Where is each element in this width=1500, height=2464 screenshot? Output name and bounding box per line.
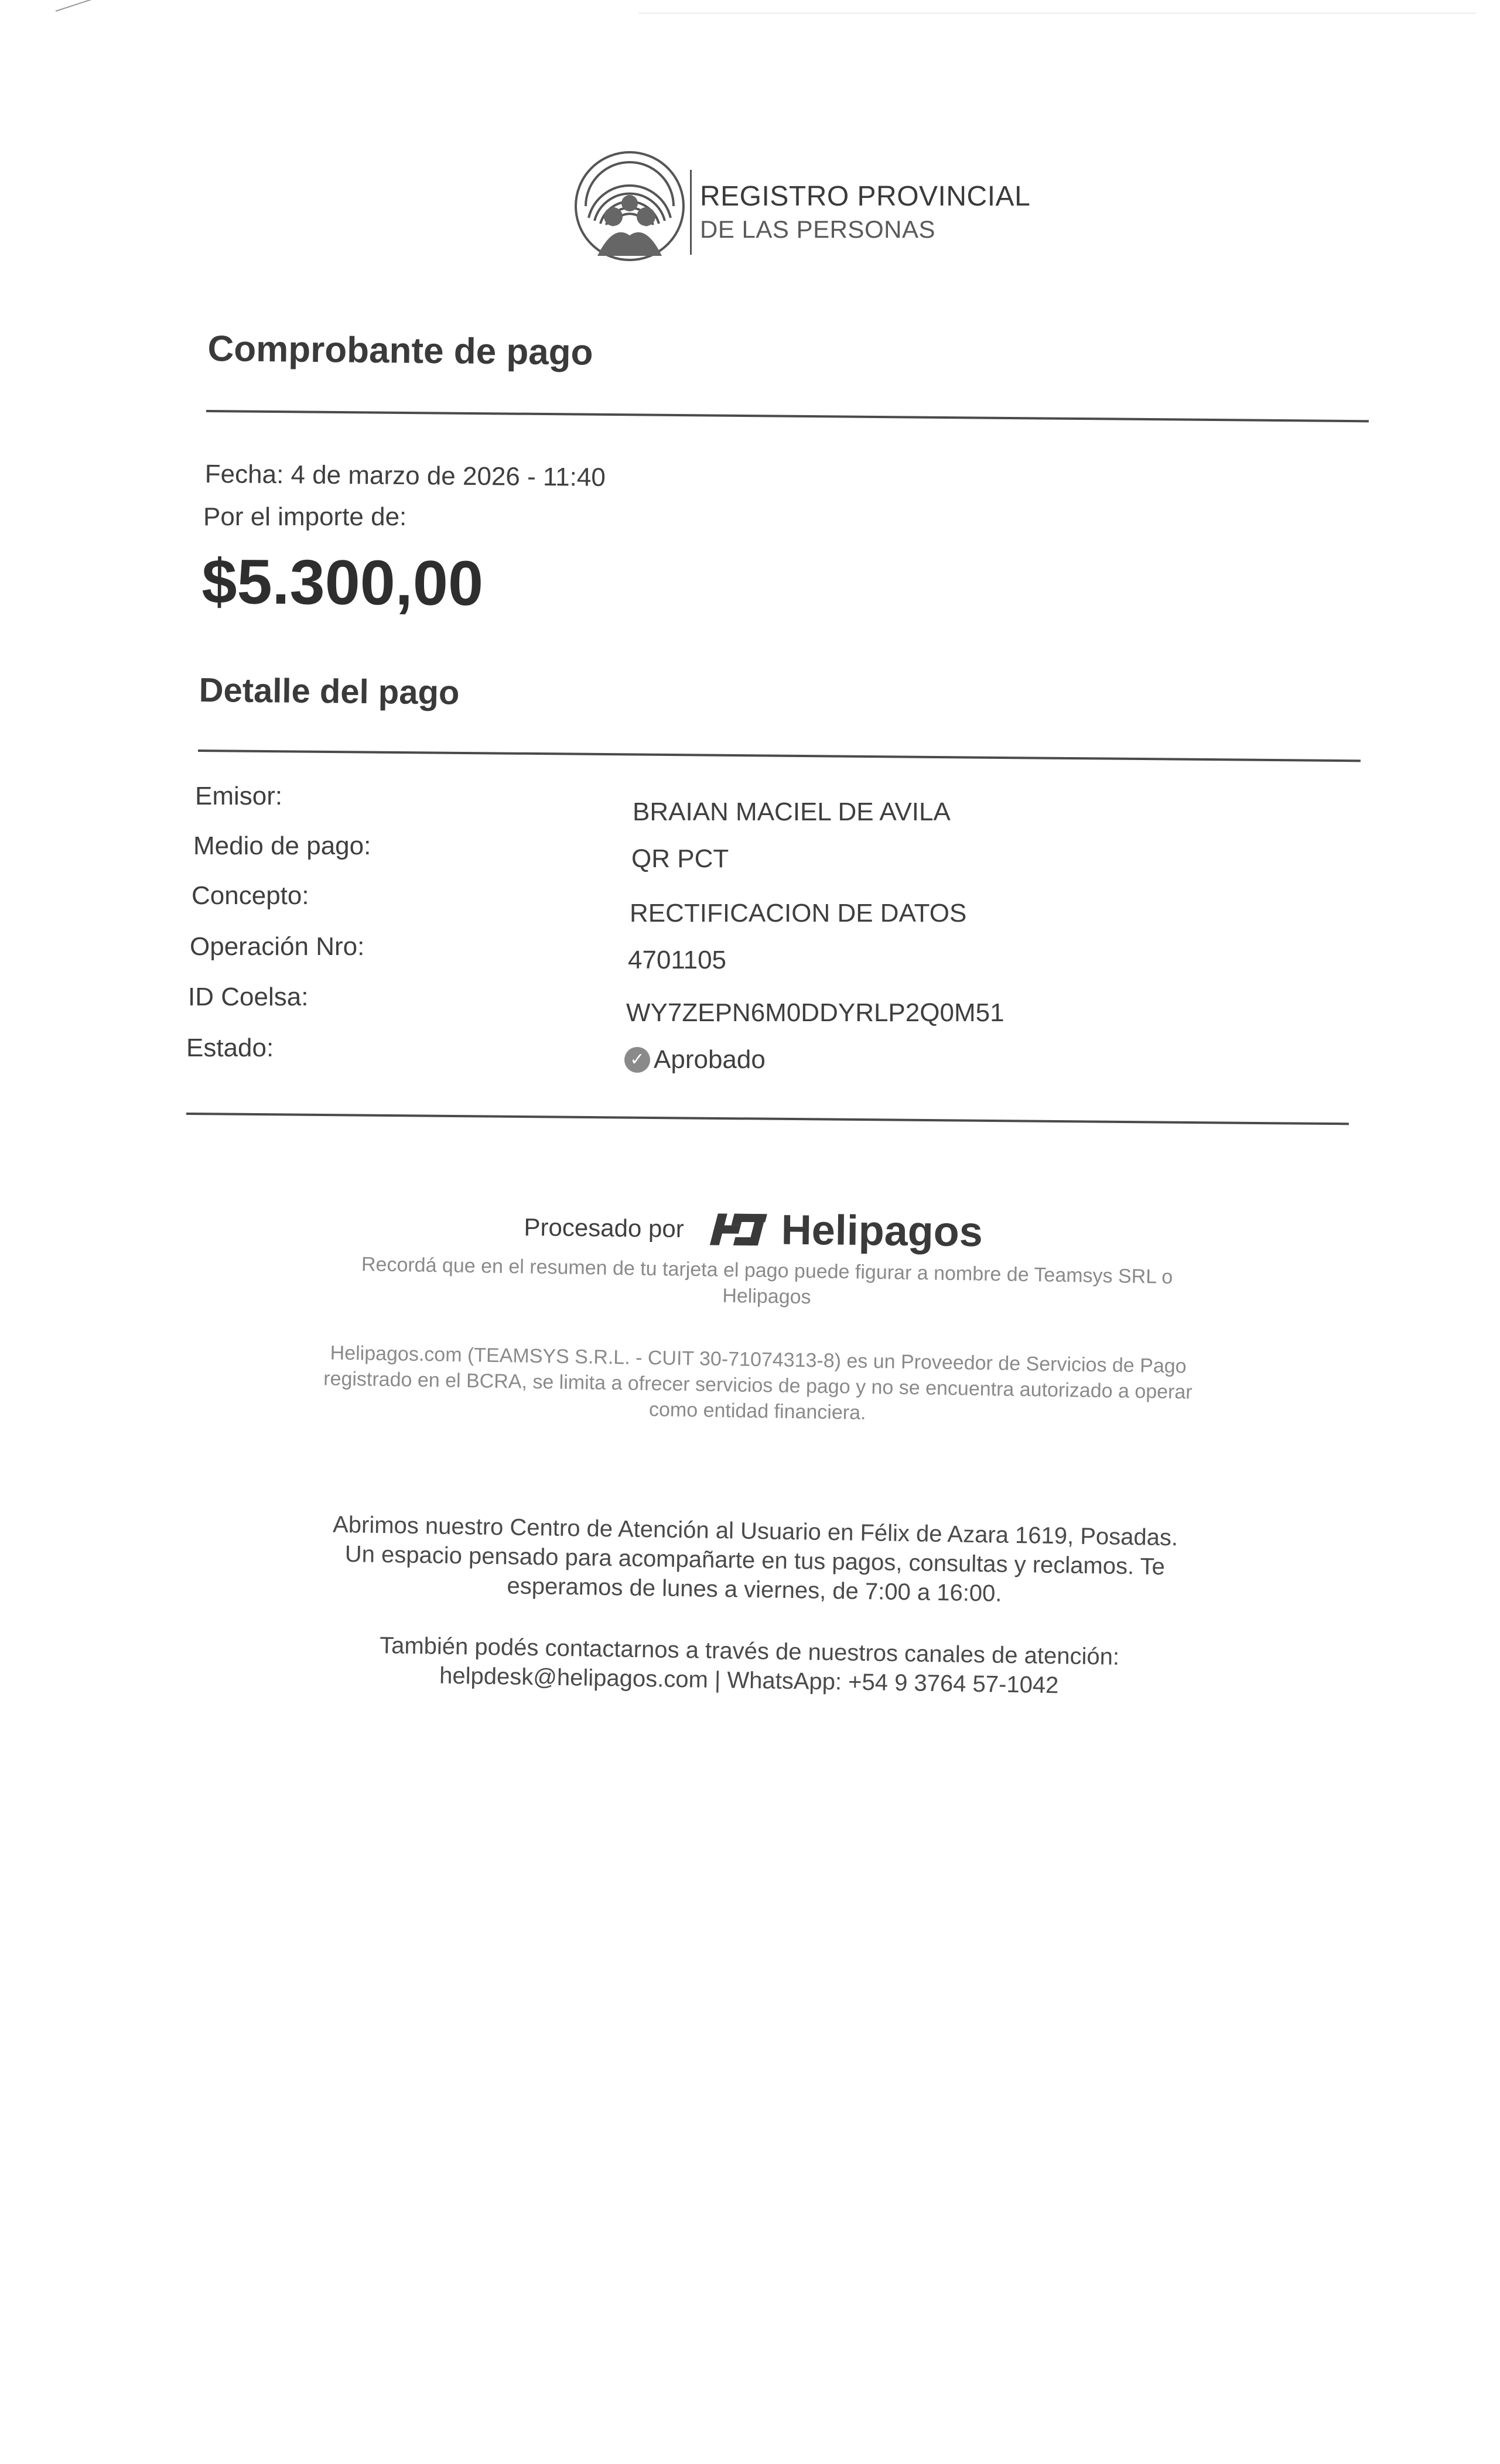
logo-divider: [690, 170, 692, 255]
detail-value-emisor: BRAIAN MACIEL DE AVILA: [633, 798, 951, 826]
detail-value-coelsa: WY7ZEPN6M0DDYRLP2Q0M51: [626, 998, 1004, 1027]
card-statement-note: [316, 1251, 1218, 1316]
scan-mark: [56, 0, 151, 12]
detail-value-medio: QR PCT: [631, 844, 729, 873]
org-name-line2: DE LAS PERSONAS: [700, 215, 935, 243]
divider: [198, 750, 1361, 762]
note-line: esperamos de lunes a viernes, de 7:00 a 16:00.: [507, 1573, 1002, 1607]
detail-value-estado: [624, 1045, 766, 1074]
note-line: Abrimos nuestro Centro de Atención al Usuario en Félix de Azara 1619, Posadas.: [332, 1511, 1178, 1551]
payment-amount: $5.300,00: [201, 545, 484, 619]
note-line: Un espacio pensado para acompañarte en tus pagos, consultas y reclamos. Te: [344, 1541, 1166, 1580]
note-line: Recordá que en el resumen de tu tarjeta el pago puede figurar a nombre de Teamsys SRL o: [361, 1253, 1173, 1288]
detail-label-medio: Medio de pago:: [193, 831, 371, 860]
detail-label-estado: Estado:: [186, 1033, 274, 1062]
amount-label: Por el importe de:: [203, 502, 407, 531]
contact-note: [327, 1630, 1171, 1702]
divider: [186, 1113, 1349, 1125]
helipagos-brand: Helipagos: [781, 1206, 983, 1256]
note-line: como entidad financiera.: [648, 1398, 866, 1424]
service-center-note: [292, 1510, 1218, 1612]
detail-title: Detalle del pago: [199, 671, 460, 712]
detail-label-operacion: Operación Nro:: [190, 932, 365, 961]
detail-value-concepto: RECTIFICACION DE DATOS: [630, 899, 967, 928]
note-line: registrado en el BCRA, se limita a ofrecer servicios de pago y no se encuentra autorizado a operar: [323, 1367, 1193, 1404]
divider: [206, 410, 1369, 422]
processed-by: [524, 1203, 983, 1256]
detail-label-concepto: Concepto:: [192, 881, 309, 910]
receipt-title: Comprobante de pago: [207, 328, 593, 373]
legal-note: [274, 1339, 1242, 1432]
note-line: Helipagos.com (TEAMSYS S.R.L. - CUIT 30-71074313-8) es un Proveedor de Servicios de Pago: [330, 1341, 1187, 1378]
helipagos-logo-icon: [707, 1209, 772, 1250]
org-name-line1: REGISTRO PROVINCIAL: [700, 181, 1031, 212]
payment-date: Fecha: 4 de marzo de 2026 - 11:40: [204, 460, 606, 492]
contact-line: helpdesk@helipagos.com | WhatsApp: +54 9 3764 57-1042: [439, 1662, 1059, 1699]
note-line: También podés contactarnos a través de nuestros canales de atención:: [379, 1633, 1120, 1670]
processed-label: Procesado por: [524, 1213, 684, 1243]
status-text: Aprobado: [654, 1045, 766, 1074]
detail-value-operacion: 4701105: [628, 946, 727, 974]
note-line: Helipagos: [722, 1284, 811, 1309]
detail-label-emisor: Emisor:: [195, 782, 283, 810]
detail-label-coelsa: ID Coelsa:: [188, 983, 309, 1011]
check-circle-icon: ✓: [624, 1047, 650, 1073]
fingerprint-family-emblem-icon: [571, 148, 688, 265]
